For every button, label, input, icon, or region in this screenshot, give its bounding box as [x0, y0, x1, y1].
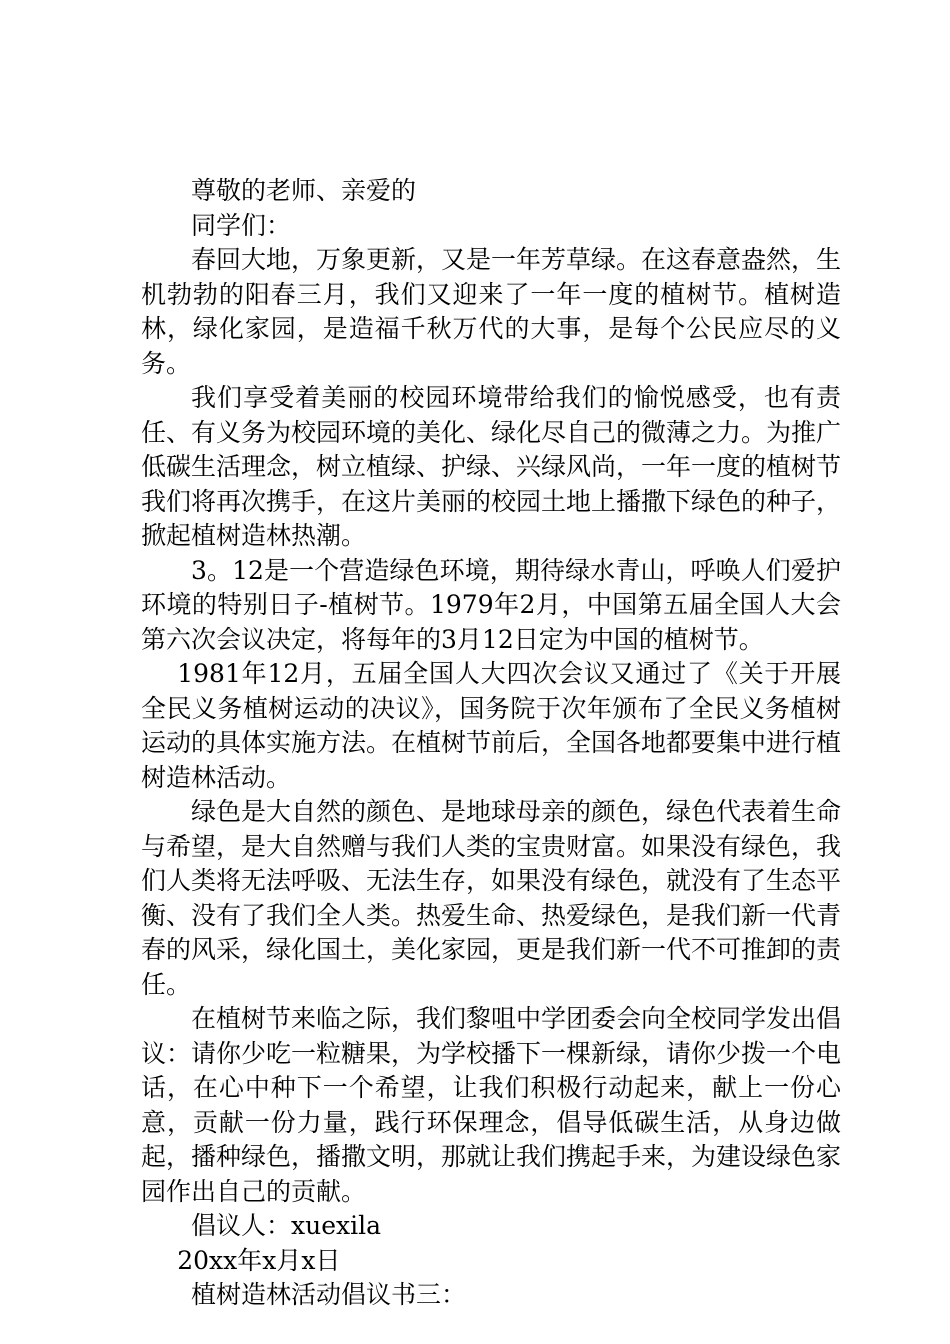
date: 20xx年x月x日: [177, 1245, 341, 1275]
paragraph-2: 我们享受着美丽的校园环境带给我们的愉悦感受，也有责任、有义务为校园环境的美化、绿化尽自己的微薄之力。为推广低碳生活理念，树立植绿、护绿、兴绿风尚，一年一度的植树节我们将再次携手，在这片美丽的校园土地上播撒下绿色的种子，掀起植树造林热潮。: [141, 383, 842, 550]
paragraph-6: 在植树节来临之际，我们黎咀中学团委会向全校同学发出倡议：请你少吃一粒糖果，为学校播下一棵新绿，请你少拨一个电话，在心中种下一个希望，让我们积极行动起来，献上一份心意，贡献一份力量，践行环保理念，倡导低碳生活，从身边做起，播种绿色，播撒文明，那就让我们携起手来，为建设绿色家园作出自己的贡献。: [141, 1004, 842, 1206]
paragraph-1: 春回大地，万象更新，又是一年芳草绿。在这春意盎然，生机勃勃的阳春三月，我们又迎来了一年一度的植树节。植树造林，绿化家园，是造福千秋万代的大事，是每个公民应尽的义务。: [141, 245, 842, 378]
paragraph-3: 3。12是一个营造绿色环境，期待绿水青山，呼唤人们爱护环境的特别日子-植树节。1979年2月，中国第五届全国人大会第六次会议决定，将每年的3月12日定为中国的植树节。: [141, 555, 841, 654]
greeting-line-2: 同学们：: [191, 210, 292, 240]
signature: 倡议人：xuexila: [191, 1211, 381, 1240]
next-section-title: 植树造林活动倡议书三：: [191, 1280, 467, 1309]
greeting-line-1: 尊敬的老师、亲爱的: [191, 176, 417, 205]
document-body: [141, 174, 841, 1313]
paragraph-5: 绿色是大自然的颜色、是地球母亲的颜色，绿色代表着生命与希望，是大自然赠与我们人类的宝贵财富。如果没有绿色，我们人类将无法呼吸、无法生存，如果没有绿色，就没有了生态平衡、没有了我们全人类。热爱生命、热爱绿色，是我们新一代青春的风采，绿化国土，美化家园，更是我们新一代不可推卸的责任。: [141, 797, 842, 999]
paragraph-4: 1981年12月，五届全国人大四次会议又通过了《关于开展全民义务植树运动的决议》，国务院于次年颁布了全民义务植树运动的具体实施方法。在植树节前后，全国各地都要集中进行植树造林活动。: [141, 659, 842, 792]
